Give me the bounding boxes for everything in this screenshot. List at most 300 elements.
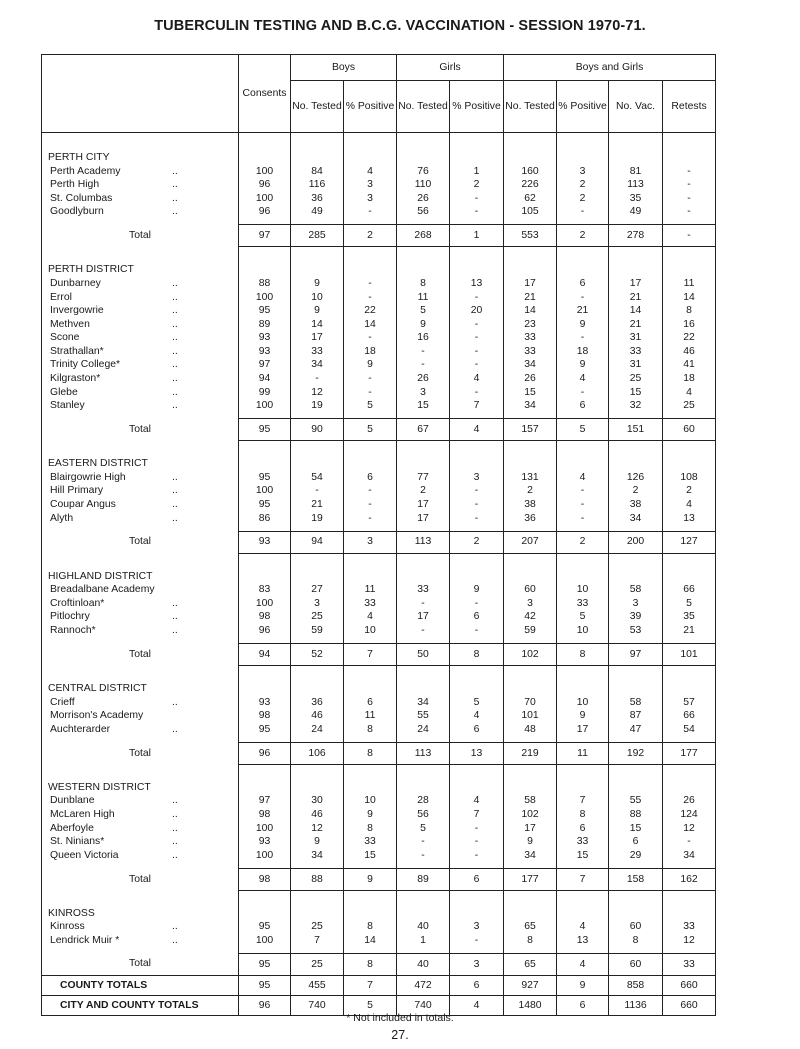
school-name-wrap — [50, 795, 95, 806]
value-cell: - — [557, 386, 609, 400]
value-cell: - — [344, 386, 397, 400]
value-cell: 10 — [344, 624, 397, 638]
value-cell: 60 — [504, 583, 557, 597]
total-value: 7 — [344, 644, 397, 666]
value-cell: - — [663, 192, 716, 206]
value-cell: 3 — [450, 920, 504, 934]
value-cell: - — [450, 331, 504, 345]
school-cell — [42, 920, 239, 934]
value-cell: 95 — [239, 498, 291, 512]
total-value: 192 — [609, 742, 663, 764]
school-name-wrap — [50, 206, 104, 217]
total-value: 207 — [504, 531, 557, 553]
total-value: 97 — [239, 225, 291, 247]
value-cell: 1 — [397, 934, 450, 948]
school-name-wrap — [50, 724, 110, 735]
section-title: EASTERN DISTRICT — [42, 441, 239, 471]
value-cell: - — [557, 512, 609, 526]
total-value: 65 — [504, 954, 557, 976]
empty-cell — [557, 890, 609, 920]
value-cell: - — [397, 345, 450, 359]
section-header-row — [42, 666, 716, 696]
value-cell: 89 — [239, 318, 291, 332]
leader-dots: .. — [172, 305, 178, 317]
value-cell: 97 — [239, 794, 291, 808]
table-row — [42, 808, 716, 822]
total-row — [42, 225, 716, 247]
header-blank — [42, 55, 239, 133]
value-cell: 14 — [663, 290, 716, 304]
value-cell: 33 — [609, 345, 663, 359]
table-row — [42, 399, 716, 413]
value-cell: 10 — [344, 794, 397, 808]
grand-total-value: 472 — [397, 976, 450, 996]
value-cell: 35 — [609, 192, 663, 206]
empty-cell — [609, 890, 663, 920]
total-value: 9 — [344, 868, 397, 890]
value-cell: 7 — [557, 794, 609, 808]
value-cell: 95 — [239, 304, 291, 318]
value-cell: 33 — [344, 835, 397, 849]
header-girls: Girls — [397, 55, 504, 81]
grand-total-value: 1480 — [504, 996, 557, 1016]
value-cell: - — [344, 205, 397, 219]
value-cell: - — [397, 597, 450, 611]
school-name-wrap — [50, 611, 90, 622]
value-cell: 26 — [504, 372, 557, 386]
school-name: Lendrick Muir * — [50, 934, 120, 946]
empty-cell — [344, 247, 397, 277]
table-row — [42, 165, 716, 179]
value-cell: - — [344, 290, 397, 304]
table-row — [42, 696, 716, 710]
header-retests: Retests — [663, 81, 716, 133]
grand-total-value: 1136 — [609, 996, 663, 1016]
value-cell: 48 — [504, 723, 557, 737]
table-row — [42, 358, 716, 372]
total-value: 95 — [239, 954, 291, 976]
school-name: Auchterarder — [50, 723, 111, 735]
empty-cell — [344, 133, 397, 165]
school-cell — [42, 372, 239, 386]
grand-total-value: 9 — [557, 976, 609, 996]
school-name: Scone — [50, 332, 80, 344]
value-cell: 34 — [291, 849, 344, 863]
value-cell: 101 — [504, 709, 557, 723]
empty-cell — [609, 666, 663, 696]
empty-cell — [557, 553, 609, 583]
school-cell — [42, 498, 239, 512]
empty-cell — [397, 247, 450, 277]
total-label: Total — [42, 225, 239, 247]
leader-dots: .. — [172, 836, 178, 848]
empty-cell — [239, 764, 291, 794]
leader-dots-wrap — [172, 205, 178, 219]
value-cell: 30 — [291, 794, 344, 808]
empty-cell — [504, 890, 557, 920]
value-cell: - — [557, 498, 609, 512]
table-header — [42, 55, 716, 133]
table-row — [42, 597, 716, 611]
empty-cell — [557, 247, 609, 277]
leader-dots: .. — [172, 597, 178, 609]
school-cell — [42, 583, 239, 597]
school-name-wrap — [50, 387, 78, 398]
value-cell: - — [450, 290, 504, 304]
value-cell: 98 — [239, 709, 291, 723]
value-cell: 9 — [291, 277, 344, 291]
empty-cell — [397, 553, 450, 583]
value-cell: 18 — [663, 372, 716, 386]
empty-cell — [239, 247, 291, 277]
value-cell: 10 — [557, 624, 609, 638]
total-label: Total — [42, 868, 239, 890]
value-cell: 21 — [557, 304, 609, 318]
value-cell: 14 — [344, 318, 397, 332]
empty-cell — [504, 441, 557, 471]
school-name: Strathallan* — [50, 345, 104, 357]
value-cell: 38 — [504, 498, 557, 512]
value-cell: 4 — [450, 709, 504, 723]
value-cell: - — [450, 484, 504, 498]
value-cell: 21 — [609, 318, 663, 332]
total-value: 2 — [344, 225, 397, 247]
value-cell: 95 — [239, 471, 291, 485]
value-cell: 5 — [663, 597, 716, 611]
school-name-wrap — [50, 710, 143, 721]
grand-total-value: 660 — [663, 976, 716, 996]
school-name: Perth High — [50, 179, 100, 191]
value-cell: - — [557, 205, 609, 219]
school-name-wrap — [50, 850, 119, 861]
leader-dots-wrap — [172, 331, 178, 345]
value-cell: 25 — [291, 920, 344, 934]
value-cell: 5 — [397, 304, 450, 318]
section-title: HIGHLAND DISTRICT — [42, 553, 239, 583]
school-name: Queen Victoria — [50, 849, 119, 861]
empty-cell — [291, 133, 344, 165]
total-value: 90 — [291, 419, 344, 441]
leader-dots: .. — [172, 386, 178, 398]
value-cell: 113 — [609, 178, 663, 192]
total-value: 33 — [663, 954, 716, 976]
school-name: Rannoch* — [50, 625, 96, 636]
leader-dots-wrap — [172, 484, 178, 498]
value-cell: 33 — [344, 597, 397, 611]
header-boys: Boys — [291, 55, 397, 81]
value-cell: 8 — [663, 304, 716, 318]
school-name: Invergowrie — [50, 305, 104, 317]
leader-dots-wrap — [172, 512, 178, 526]
value-cell: 25 — [291, 610, 344, 624]
empty-cell — [663, 553, 716, 583]
value-cell: 15 — [344, 849, 397, 863]
total-row — [42, 419, 716, 441]
grand-total-label: COUNTY TOTALS — [42, 976, 239, 996]
leader-dots-wrap — [172, 849, 178, 863]
empty-cell — [663, 764, 716, 794]
value-cell: 54 — [663, 723, 716, 737]
value-cell: 100 — [239, 822, 291, 836]
value-cell: 100 — [239, 597, 291, 611]
leader-dots-wrap — [172, 808, 178, 822]
value-cell: 98 — [239, 808, 291, 822]
value-cell: 93 — [239, 345, 291, 359]
total-value: 2 — [557, 225, 609, 247]
value-cell: 96 — [239, 178, 291, 192]
value-cell: 5 — [450, 696, 504, 710]
table-row — [42, 920, 716, 934]
empty-cell — [344, 764, 397, 794]
school-name: Hill Primary — [50, 485, 104, 497]
school-cell — [42, 597, 239, 611]
value-cell: 15 — [504, 386, 557, 400]
value-cell: 6 — [450, 723, 504, 737]
total-value: 127 — [663, 531, 716, 553]
school-name-wrap — [50, 278, 101, 289]
school-cell — [42, 822, 239, 836]
school-cell — [42, 358, 239, 372]
leader-dots-wrap — [172, 624, 178, 638]
school-name-wrap — [50, 921, 85, 932]
grand-total-value: 740 — [397, 996, 450, 1016]
total-value: 52 — [291, 644, 344, 666]
leader-dots: .. — [172, 332, 178, 344]
section-header-row — [42, 247, 716, 277]
leader-dots-wrap — [172, 723, 178, 737]
school-name: Dunbarney — [50, 277, 101, 289]
value-cell: 15 — [609, 822, 663, 836]
school-name-wrap — [50, 513, 73, 524]
table-row — [42, 849, 716, 863]
value-cell: 40 — [397, 920, 450, 934]
empty-cell — [397, 666, 450, 696]
value-cell: 49 — [291, 205, 344, 219]
empty-cell — [344, 553, 397, 583]
empty-cell — [291, 666, 344, 696]
value-cell: 16 — [397, 331, 450, 345]
value-cell: - — [450, 835, 504, 849]
school-name-wrap — [50, 193, 112, 204]
grand-total-value: 6 — [450, 976, 504, 996]
value-cell: 33 — [663, 920, 716, 934]
value-cell: 83 — [239, 583, 291, 597]
value-cell: 14 — [344, 934, 397, 948]
school-name: St. Ninians* — [50, 836, 105, 848]
empty-cell — [663, 666, 716, 696]
value-cell: 11 — [663, 277, 716, 291]
value-cell: 9 — [557, 709, 609, 723]
value-cell: 10 — [557, 696, 609, 710]
school-name-wrap — [50, 166, 120, 177]
value-cell: 27 — [291, 583, 344, 597]
value-cell: 36 — [291, 696, 344, 710]
total-value: 4 — [557, 954, 609, 976]
value-cell: 97 — [239, 358, 291, 372]
value-cell: 3 — [344, 192, 397, 206]
empty-cell — [291, 441, 344, 471]
value-cell: 60 — [609, 920, 663, 934]
value-cell: 4 — [663, 498, 716, 512]
value-cell: 2 — [609, 484, 663, 498]
leader-dots-wrap — [172, 498, 178, 512]
total-value: 6 — [450, 868, 504, 890]
section-title: PERTH DISTRICT — [42, 247, 239, 277]
value-cell: - — [397, 624, 450, 638]
leader-dots: .. — [172, 723, 178, 735]
value-cell: - — [397, 835, 450, 849]
value-cell: 3 — [397, 386, 450, 400]
value-cell: 110 — [397, 178, 450, 192]
value-cell: 2 — [557, 178, 609, 192]
empty-cell — [504, 666, 557, 696]
value-cell: 58 — [609, 696, 663, 710]
school-cell — [42, 471, 239, 485]
school-cell — [42, 345, 239, 359]
school-cell — [42, 484, 239, 498]
empty-cell — [450, 666, 504, 696]
school-name-wrap — [50, 584, 155, 595]
value-cell: 15 — [397, 399, 450, 413]
total-row — [42, 742, 716, 764]
total-value: 98 — [239, 868, 291, 890]
value-cell: 3 — [450, 471, 504, 485]
value-cell: - — [663, 165, 716, 179]
table-row — [42, 178, 716, 192]
table-row — [42, 192, 716, 206]
total-value: 268 — [397, 225, 450, 247]
leader-dots: .. — [172, 373, 178, 385]
empty-cell — [609, 553, 663, 583]
total-label: Total — [42, 419, 239, 441]
total-value: 94 — [239, 644, 291, 666]
value-cell: 21 — [663, 624, 716, 638]
value-cell: 59 — [504, 624, 557, 638]
grand-total-value: 4 — [450, 996, 504, 1016]
leader-dots: .. — [172, 921, 178, 933]
leader-dots: .. — [172, 512, 178, 524]
value-cell: 34 — [291, 358, 344, 372]
value-cell: 23 — [504, 318, 557, 332]
value-cell: 15 — [557, 849, 609, 863]
section-header-row — [42, 764, 716, 794]
leader-dots-wrap — [172, 794, 178, 808]
school-cell — [42, 512, 239, 526]
value-cell: 98 — [239, 610, 291, 624]
school-cell — [42, 165, 239, 179]
value-cell: 26 — [397, 372, 450, 386]
school-cell — [42, 835, 239, 849]
footnote: * Not included in totals. — [346, 1012, 454, 1024]
value-cell: 3 — [291, 597, 344, 611]
section-title: PERTH CITY — [42, 133, 239, 165]
value-cell: 47 — [609, 723, 663, 737]
value-cell: 22 — [344, 304, 397, 318]
school-cell — [42, 624, 239, 638]
leader-dots-wrap — [172, 597, 178, 611]
total-value: 5 — [557, 419, 609, 441]
leader-dots: .. — [172, 822, 178, 834]
school-name: Errol — [50, 291, 72, 303]
value-cell: 21 — [291, 498, 344, 512]
value-cell: 34 — [504, 358, 557, 372]
value-cell: 8 — [397, 277, 450, 291]
total-row — [42, 954, 716, 976]
value-cell: - — [344, 484, 397, 498]
value-cell: 24 — [397, 723, 450, 737]
value-cell: 99 — [239, 386, 291, 400]
school-name: Perth Academy — [50, 165, 121, 177]
leader-dots: .. — [172, 808, 178, 820]
value-cell: 6 — [344, 471, 397, 485]
value-cell: 66 — [663, 583, 716, 597]
leader-dots-wrap — [172, 165, 178, 179]
value-cell: 100 — [239, 484, 291, 498]
value-cell: 70 — [504, 696, 557, 710]
value-cell: 9 — [450, 583, 504, 597]
value-cell: 31 — [609, 358, 663, 372]
value-cell: - — [663, 178, 716, 192]
value-cell: 20 — [450, 304, 504, 318]
school-name-wrap — [50, 809, 115, 820]
total-value: 11 — [557, 742, 609, 764]
table-row — [42, 709, 716, 723]
value-cell: 26 — [663, 794, 716, 808]
value-cell: - — [450, 345, 504, 359]
value-cell: 77 — [397, 471, 450, 485]
school-name: McLaren High — [50, 808, 115, 820]
school-cell — [42, 696, 239, 710]
leader-dots-wrap — [172, 610, 178, 624]
school-cell — [42, 399, 239, 413]
school-name-wrap — [50, 836, 104, 847]
school-name-wrap — [50, 472, 126, 483]
value-cell: 18 — [557, 345, 609, 359]
value-cell: 84 — [291, 165, 344, 179]
leader-dots-wrap — [172, 835, 178, 849]
value-cell: 6 — [344, 696, 397, 710]
value-cell: 96 — [239, 624, 291, 638]
leader-dots: .. — [172, 318, 178, 330]
value-cell: 100 — [239, 290, 291, 304]
value-cell: 21 — [609, 290, 663, 304]
leader-dots: .. — [172, 179, 178, 191]
total-value: 219 — [504, 742, 557, 764]
school-cell — [42, 794, 239, 808]
total-value: 4 — [450, 419, 504, 441]
empty-cell — [609, 247, 663, 277]
value-cell: 17 — [504, 277, 557, 291]
school-cell — [42, 709, 239, 723]
grand-total-label: CITY AND COUNTY TOTALS — [42, 996, 239, 1016]
value-cell: 7 — [450, 399, 504, 413]
grand-total-value: 858 — [609, 976, 663, 996]
leader-dots: .. — [172, 611, 178, 623]
empty-cell — [450, 553, 504, 583]
value-cell: 95 — [239, 723, 291, 737]
leader-dots-wrap — [172, 277, 178, 291]
empty-cell — [609, 441, 663, 471]
total-row — [42, 868, 716, 890]
value-cell: 8 — [344, 920, 397, 934]
school-name: Crieff — [50, 696, 75, 708]
school-name-wrap — [50, 400, 85, 411]
header-boys-and-girls: Boys and Girls — [504, 55, 716, 81]
value-cell: 93 — [239, 696, 291, 710]
page-title: TUBERCULIN TESTING AND B.C.G. VACCINATION - SESSION 1970-71. — [154, 18, 646, 34]
value-cell: 11 — [397, 290, 450, 304]
value-cell: 100 — [239, 192, 291, 206]
